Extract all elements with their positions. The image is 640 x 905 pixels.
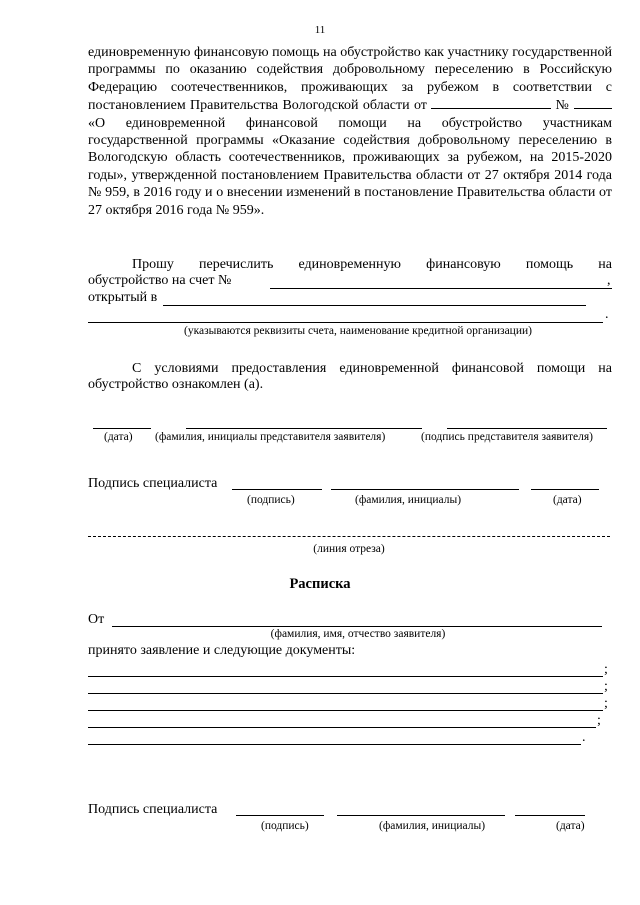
document-line-5[interactable] [88,744,581,745]
receipt-title: Расписка [289,576,351,592]
specialist-signature-blank-2[interactable] [236,815,324,816]
account-line-1-text: Прошу перечислить единовременную финансовую помощь на [132,257,612,272]
receipt-from-blank[interactable] [112,626,602,627]
applicant-name-caption: (фамилия, инициалы представителя заявителя) [155,431,386,443]
document-line-4[interactable] [88,727,596,728]
specialist-signature-caption-1: (подпись) [247,494,295,506]
document-line-3-semicolon: ; [604,696,608,711]
document-line-1-semicolon: ; [604,662,608,677]
intro-text-3: «О единовременной финансовой помощи на обустройство участникам государственной программы «Оказание содействия добровольному переселению в Вологодскую область соотечественников, проживающих за рубежом, на 2015-2020 годы», утвержденной постановлением Правительства области от 27 октября 2014 года № 959, в 2016 году и о внесении изменений в постановление Правительства области от 27 октября 2016 года № 959». [88,115,612,218]
specialist-name-blank-2[interactable] [337,815,505,816]
account-line-3: открытый в [88,290,158,305]
specialist-date-blank-1[interactable] [531,489,599,490]
specialist-name-blank-1[interactable] [331,489,519,490]
applicant-name-blank[interactable] [186,428,422,429]
account-line-1 [88,256,612,273]
specialist-signature-blank-1[interactable] [232,489,322,490]
account-period: . [605,307,609,322]
receipt-accepted-text: принято заявление и следующие документы: [88,643,356,658]
document-line-2-semicolon: ; [604,679,608,694]
conditions-line-1-text: С условиями предоставления единовременной финансовой помощи на [132,361,612,376]
cut-line-caption: (линия отреза) [313,543,385,555]
specialist-date-caption-1: (дата) [553,494,582,506]
decree-number-blank[interactable] [574,96,612,109]
applicant-signature-caption: (подпись представителя заявителя) [421,431,593,443]
applicant-date-blank[interactable] [93,428,151,429]
cut-line [88,536,610,537]
specialist-label-2: Подпись специалиста [88,802,218,817]
applicant-signature-blank[interactable] [447,428,607,429]
specialist-label-1: Подпись специалиста [88,476,218,491]
conditions-line-2: обустройство ознакомлен (а). [88,377,264,392]
applicant-date-caption: (дата) [104,431,133,443]
bank-name-blank[interactable] [163,305,586,306]
intro-text-1: единовременную финансовую помощь на обустройство как участнику государственной программы по оказанию содействия добровольному переселению в Российскую Федерацию соотечественников, проживающих за рубежом в соответствии с постановлением Правительства Вологодской области от [88,45,612,114]
document-line-4-semicolon: ; [597,713,601,728]
specialist-name-caption-2: (фамилия, инициалы) [379,820,486,832]
document-line-3[interactable] [88,710,603,711]
specialist-date-blank-2[interactable] [515,815,585,816]
decree-date-blank[interactable] [431,96,551,109]
specialist-date-caption-2: (дата) [556,820,585,832]
conditions-line-1 [88,360,612,377]
receipt-from-caption: (фамилия, имя, отчество заявителя) [270,628,446,640]
intro-number-sign: № [555,98,570,114]
document-line-2[interactable] [88,693,603,694]
page-number: 11 [314,24,326,36]
document-line-5-period: . [582,730,586,745]
receipt-from-label: От [88,612,105,627]
account-line-2: обустройство на счет № [88,273,232,288]
document-line-1[interactable] [88,676,603,677]
account-caption: (указываются реквизиты счета, наименование кредитной организации) [184,325,532,337]
specialist-name-caption-1: (фамилия, инициалы) [355,494,462,506]
account-details-blank[interactable] [88,322,603,323]
account-number-blank[interactable] [270,288,612,289]
specialist-signature-caption-2: (подпись) [261,820,309,832]
intro-paragraph [88,44,612,219]
account-comma: , [607,273,611,288]
